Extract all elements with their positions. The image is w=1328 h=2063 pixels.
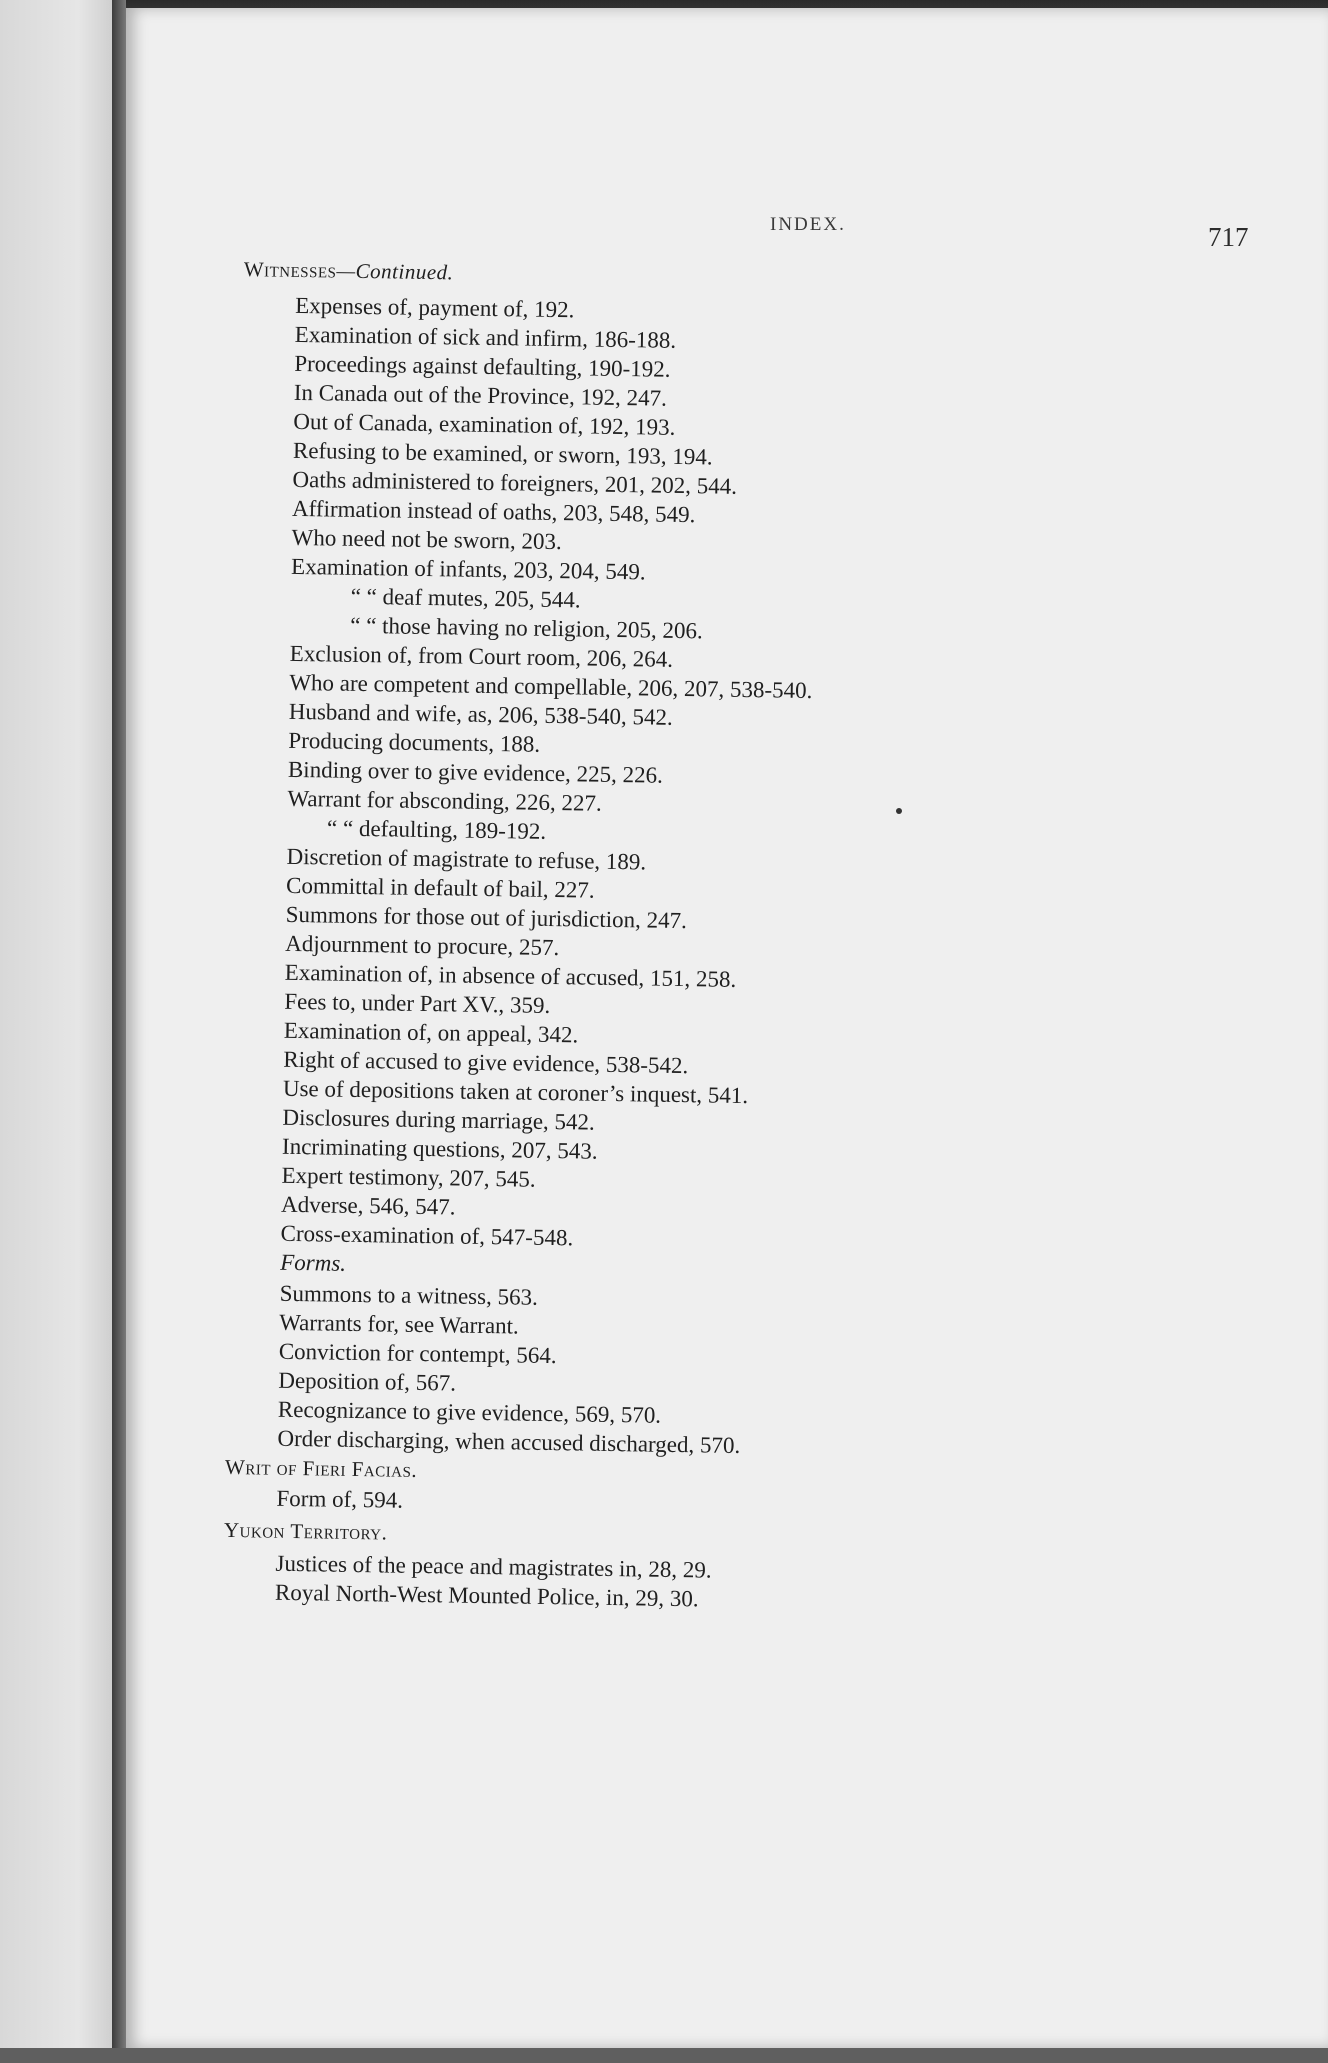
index-page xyxy=(126,8,1328,2048)
entry-summons-jurisdiction: Summons for those out of jurisdiction, 247. xyxy=(285,901,688,934)
heading-witnesses xyxy=(244,255,454,286)
running-head: INDEX. xyxy=(770,214,846,235)
entry-right-of-accused: Right of accused to give evidence, 538-542. xyxy=(283,1046,689,1079)
heading-writ xyxy=(225,1453,418,1484)
index-entries xyxy=(98,4,1328,2063)
entry-cross-examination: Cross-examination of, 547-548. xyxy=(280,1220,574,1251)
entry-committal: Committal in default of bail, 227. xyxy=(285,872,595,903)
form-conviction: Conviction for contempt, 564. xyxy=(278,1338,557,1369)
form-summons: Summons to a witness, 563. xyxy=(279,1280,539,1310)
heading-writ-text: Writ of Fieri Facias. xyxy=(224,1454,418,1482)
entry-infants: Examination of infants, 203, 204, 549. xyxy=(290,553,646,585)
form-order-discharging: Order discharging, when accused discharged, 570. xyxy=(277,1425,741,1459)
forms-label: Forms. xyxy=(280,1249,347,1276)
entry-warrant-absconding: Warrant for absconding, 226, 227. xyxy=(287,785,602,816)
entry-expert: Expert testimony, 207, 545. xyxy=(281,1162,536,1192)
entry-justices: Justices of the peace and magistrates in, 28, 29. xyxy=(275,1550,712,1583)
entry-adverse: Adverse, 546, 547. xyxy=(280,1191,456,1220)
entry-binding-over: Binding over to give evidence, 225, 226. xyxy=(287,756,664,788)
entry-mounted-police: Royal North-West Mounted Police, in, 29, 30. xyxy=(274,1579,699,1612)
entry-sick-infirm: Examination of sick and infirm, 186-188. xyxy=(294,321,677,353)
entry-no-religion: “ “ those having no religion, 205, 206. xyxy=(350,612,703,644)
entry-disclosures: Disclosures during marriage, 542. xyxy=(282,1104,595,1135)
entry-affirmation: Affirmation instead of oaths, 203, 548, 549. xyxy=(291,495,696,528)
entry-absence-of-accused: Examination of, in absence of accused, 151, 258. xyxy=(284,959,737,992)
entry-discretion: Discretion of magistrate to refuse, 189. xyxy=(286,843,647,875)
form-warrants: Warrants for, see Warrant. xyxy=(279,1309,519,1339)
entry-fees: Fees to, under Part XV., 359. xyxy=(284,988,551,1018)
entry-out-of-canada: Out of Canada, examination of, 192, 193. xyxy=(293,408,676,440)
entry-competent: Who are competent and compellable, 206, 207, 538-540. xyxy=(289,669,813,704)
heading-continued: —Continued. xyxy=(336,258,454,285)
entry-adjournment: Adjournment to procure, 257. xyxy=(285,930,560,961)
entry-need-not-be-sworn: Who need not be sworn, 203. xyxy=(291,524,562,555)
ink-speck xyxy=(896,808,902,814)
entry-defaulting-proceedings: Proceedings against defaulting, 190-192. xyxy=(294,350,671,382)
entry-expenses: Expenses of, payment of, 192. xyxy=(295,292,575,323)
heading-yukon xyxy=(224,1516,388,1547)
form-deposition: Deposition of, 567. xyxy=(278,1367,457,1396)
entry-warrant-defaulting: “ “ defaulting, 189-192. xyxy=(326,815,547,844)
entry-refusing: Refusing to be examined, or sworn, 193, 194. xyxy=(292,437,713,470)
entry-writ-form: Form of, 594. xyxy=(276,1485,404,1513)
entry-coroners-inquest: Use of depositions taken at coroner’s inquest, 541. xyxy=(282,1075,749,1109)
entry-husband-wife: Husband and wife, as, 206, 538-540, 542. xyxy=(288,698,673,730)
entry-producing-documents: Producing documents, 188. xyxy=(288,727,541,757)
entry-incriminating: Incriminating questions, 207, 543. xyxy=(281,1133,598,1164)
entry-on-appeal: Examination of, on appeal, 342. xyxy=(283,1017,579,1048)
heading-witnesses-name: Witnesses xyxy=(243,257,337,283)
heading-yukon-text: Yukon Territory. xyxy=(223,1517,388,1545)
form-recognizance: Recognizance to give evidence, 569, 570. xyxy=(277,1396,662,1428)
entry-deaf-mutes: “ “ deaf mutes, 205, 544. xyxy=(350,583,581,613)
entry-out-of-province: In Canada out of the Province, 192, 247. xyxy=(293,379,668,411)
entry-exclusion: Exclusion of, from Court room, 206, 264. xyxy=(289,640,674,672)
entry-oaths-foreigners: Oaths administered to foreigners, 201, 202, 544. xyxy=(292,466,738,499)
page-number: 717 xyxy=(1208,222,1249,252)
facing-page-edge xyxy=(0,0,112,2048)
